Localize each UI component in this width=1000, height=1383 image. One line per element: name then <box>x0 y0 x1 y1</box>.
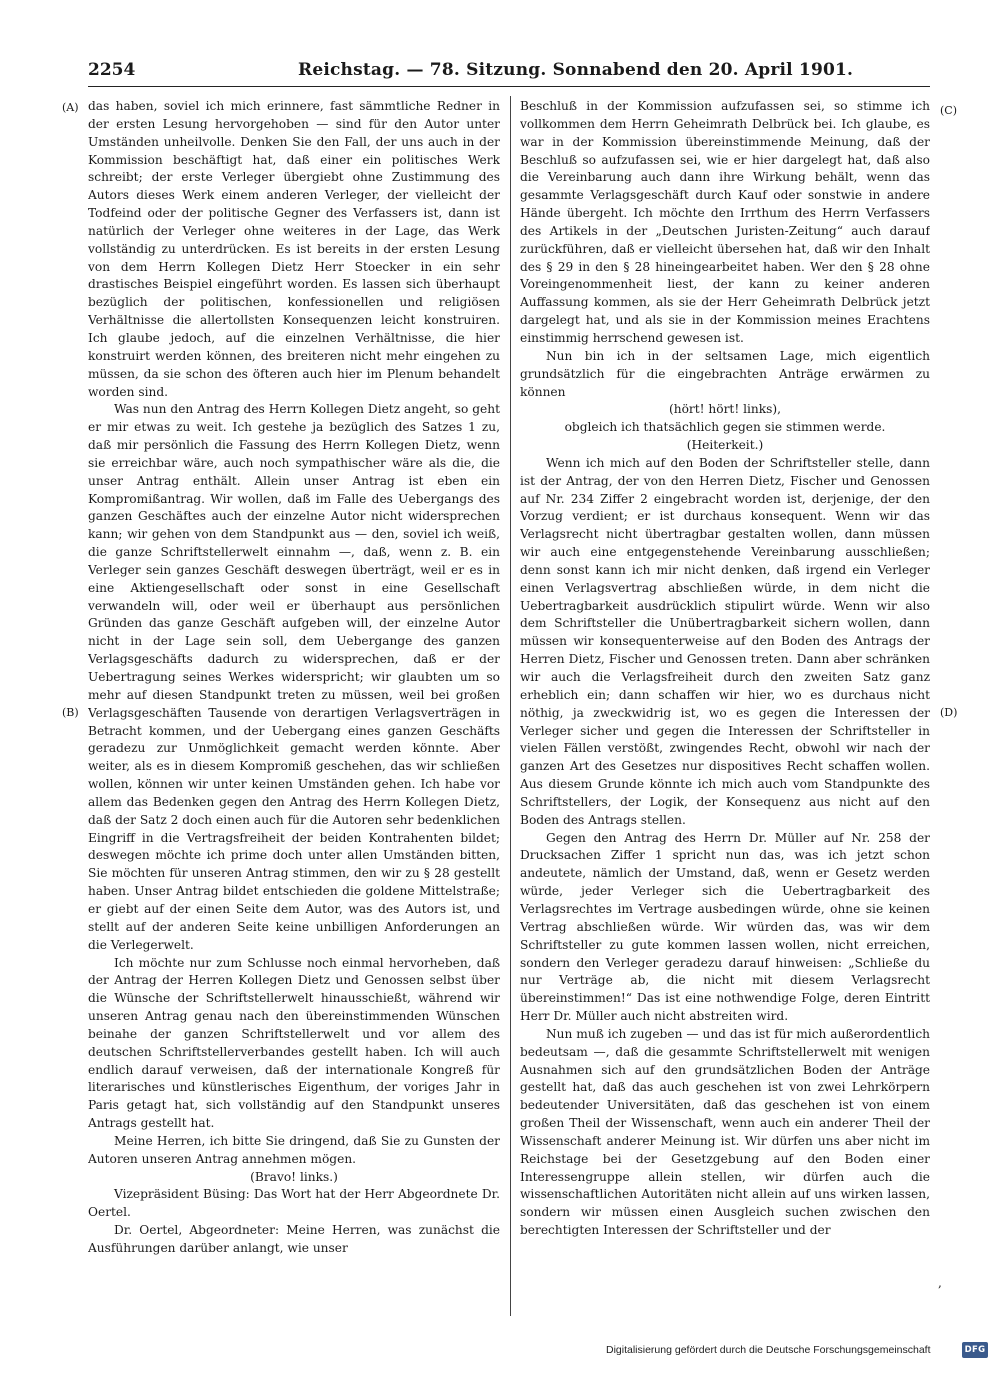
interjection: obgleich ich thatsächlich gegen sie stimmen werde. <box>564 420 886 435</box>
paragraph: Nun muß ich zugeben — und das ist für mich außerordentlich bedeutsam —, daß die gesammte Schriftstellerwelt mit wenigen Ausnahmen sich auf den grundsätzlichen Boden der Anträge gestellt hat, daß das auch geschehen ist von zwei Lehrkörpern bedeutender Universitäten, daß das geschehen ist von einem großen Theil der Wissenschaft, wenn auch ein anderer Theil der Wissenschaft anderer Meinung ist. Wir dürfen uns aber nicht im Reichstage bei der Gesetzgebung auf den Boden einer Interessengruppe allein stellen, wir dürfen auch die wissenschaftlichen Autoritäten nicht allein auf uns wirken lassen, sondern wir müssen einen Ausgleich suchen zwischen den berechtigten Interessen der Schriftsteller und der <box>520 1026 930 1238</box>
page-number: 2254 <box>88 60 136 80</box>
paragraph: Gegen den Antrag des Herrn Dr. Müller auf Nr. 258 der Drucksachen Ziffer 1 spricht nun das, was ich jetzt schon andeutete, nämlich der Umstand, daß, wenn er Gesetz werden würde, jeder Verleger sich die Uebertragbarkeit des Verlagsrechtes im Vertrage ausbedingen würde, ohne sie keinen Vertrag abschließen würde. Wir würden das, was wir dem Schriftsteller zu gute kommen lassen wollen, nicht erreichen, sondern den Verleger geradezu darauf hinweisen: „Schließe du nur Verträge ab, die nicht mit diesem Verlagsrecht übereinstimmen!“ Das ist eine nothwendige Folge, deren Eintritt Herr Dr. Müller auch nicht abstreiten wird. <box>520 830 930 1024</box>
left-column <box>88 98 500 1313</box>
margin-mark: , <box>938 1276 942 1290</box>
margin-marker-c: (C) <box>940 104 957 117</box>
dfg-logo: DFG <box>962 1342 988 1358</box>
interjection: (Bravo! links.) <box>250 1169 338 1184</box>
paragraph: das haben, soviel ich mich erinnere, fast sämmtliche Redner in der ersten Lesung hervorgehoben — sind für den Autor unter Umständen unheilvolle. Denken Sie den Fall, der uns auch in der Kommission beschäftigt hat, daß einer ein politisches Werk schreibt; der erste Verleger übergiebt ohne Zustimmung des Autors dieses Werk einem anderen Verleger, der vielleicht der Todfeind oder der politische Gegner des Verfassers ist, dann ist natürlich der Verleger ohne weiteres in der Lage, das Werk vollständig zu unterdrücken. Es ist bereits in der ersten Lesung von dem Herrn Kollegen Dietz Herr Stoecker in ein sehr drastisches Beispiel eingeführt worden. Es lassen sich überhaupt bezüglich der politischen, konfessionellen und religiösen Verhältnisse die allertollsten Konsequenzen leicht konstruiren. Ich glaube jedoch, auf die einzelnen Verhältnisse, die hier konstruirt werden können, des breiteren nicht mehr eingehen zu müssen, da sie schon des öfteren auch hier im Plenum behandelt worden sind. <box>88 99 500 399</box>
footer-credit: Digitalisierung gefördert durch die Deutsche Forschungsgemeinschaft <box>606 1344 931 1356</box>
interjection: (Heiterkeit.) <box>686 438 764 453</box>
interjection: (hört! hört! links), <box>668 402 782 417</box>
margin-marker-b: (B) <box>62 706 79 719</box>
margin-marker-d: (D) <box>940 706 958 719</box>
paragraph: Wenn ich mich auf den Boden der Schriftsteller stelle, dann ist der Antrag, der von den Herren Dietz, Fischer und Genossen auf Nr. 234 Ziffer 2 eingebracht worden ist, derjenige, der den Vorzug verdient; er ist durchaus konsequent. Wenn wir das Verlagsrecht nicht übertragbar gestalten wollen, dann müssen wir auch eine entgegenstehende Vereinbarung ausschließen; denn sonst kann ich mir nicht denken, daß irgend ein Verleger einen Verlagsvertrag abschließen würde, in dem nicht die Uebertragbarkeit ausdrücklich stipulirt würde. Wenn wir also dem Schriftsteller die Unübertragbarkeit sichern wollen, dann müssen wir konsequenterweise auf den Boden des Antrags der Herren Dietz, Fischer und Genossen treten. Dann aber schränken wir auch die Verlagsfreiheit durch den zweiten Satz ganz erheblich ein; dann schaffen wir hier, wo es durchaus nicht nöthig, ja zweckwidrig ist, wo es gegen die Interessen der Verleger sicher und gegen die Interessen der Schriftsteller in vielen Fällen verstößt, zwingendes Recht, obwohl wir nach der ganzen Art des Gesetzes nur dispositives Recht schaffen wollen. Aus diesem Grunde könnte ich mich auch vom Standpunkte des Schriftstellers, der Logik, der Konsequenz aus nicht auf den Boden des Antrags stellen. <box>520 455 930 827</box>
page-header <box>88 60 930 84</box>
header-rule <box>88 86 930 87</box>
paragraph: Vizepräsident Büsing: Das Wort hat der Herr Abgeordnete Dr. Oertel. <box>88 1187 500 1220</box>
right-column <box>520 98 930 1313</box>
paragraph: Meine Herren, ich bitte Sie dringend, daß Sie zu Gunsten der Autoren unseren Antrag annehmen mögen. <box>88 1133 500 1166</box>
running-head: Reichstag. — 78. Sitzung. Sonnabend den 20. April 1901. <box>298 60 854 80</box>
paragraph: Dr. Oertel, Abgeordneter: Meine Herren, was zunächst die Ausführungen darüber anlangt, wie unser <box>88 1223 500 1255</box>
column-divider <box>510 96 511 1316</box>
paragraph: Nun bin ich in der seltsamen Lage, mich eigentlich grundsätzlich für die eingebrachten Anträge erwärmen zu können <box>520 348 930 399</box>
paragraph: Was nun den Antrag des Herrn Kollegen Dietz angeht, so geht er mir etwas zu weit. Ich gestehe ja bezüglich des Satzes 1 zu, daß mir persönlich die Fassung des Herrn Kollegen Dietz, wenn sie erreichbar wäre, auch noch sympathischer wäre als die, die unser Antrag enthält. Allein unser Antrag ist eben ein Kompromißantrag. Wir wollen, daß im Falle des Uebergangs des ganzen Geschäftes auch der einzelne Autor nicht widersprechen kann; wir gehen von dem Standpunkt aus — den, soviel ich weiß, die ganze Schriftstellerwelt einnahm —, daß, wenn z. B. ein Verleger sein ganzes Geschäft deswegen überträgt, weil er es in eine Aktiengesellschaft oder sonst in eine Gesellschaft verwandeln will, oder weil er überhaupt aus persönlichen Gründen das ganze Geschäft aufgeben will, der einzelne Autor nicht in der Lage sein soll, dem Uebergange des ganzen Verlagsgeschäfts dadurch zu widersprechen, daß er der Uebertragung seines Werkes widerspricht; wir glaubten um so mehr auf diesen Standpunkt treten zu müssen, weil bei großen Verlagsgeschäften Tausende von derartigen Verlagsverträgen in Betracht kommen, und der Uebergang eines ganzen Geschäfts geradezu zur Unmöglichkeit gemacht werden könnte. Aber weiter, als es in diesem Kompromiß geschehen, das wir schließen wollen, können wir unter keinen Umständen gehen. Ich habe vor allem das Bedenken gegen den Antrag des Herrn Kollegen Dietz, daß der Satz 2 doch einen auch für die Autoren sehr bedenklichen Eingriff in die Vertragsfreiheit der beiden Kontrahenten bildet; deswegen möchte ich prime doch unter allen Umständen bitten, Sie möchten für unseren Antrag stimmen, den wir zu § 28 gestellt haben. Unser Antrag bildet entschieden die goldene Mittelstraße; er giebt auf der einen Seite dem Autor, was des Autors ist, und stellt auf der anderen Seite keine unbilligen Anforderungen an die Verlegerwelt. <box>88 402 500 952</box>
margin-marker-a: (A) <box>62 101 79 114</box>
paragraph: Ich möchte nur zum Schlusse noch einmal hervorheben, daß der Antrag der Herren Kollegen Dietz und Genossen selbst über die Wünsche der Schriftstellerwelt hinausschießt, während wir unseren Antrag genau nach den übereinstimmenden Wünschen beinahe der ganzen Schriftstellerwelt und vor allem des deutschen Schriftstellerverbandes gestellt haben. Ich will auch endlich darauf verweisen, daß der internationale Kongreß für literarisches und künstlerisches Eigenthum, der voriges Jahr in Paris getagt hat, sich vollständig auf den Standpunkt unseres Antrags gestellt hat. <box>88 955 500 1131</box>
paragraph: Beschluß in der Kommission aufzufassen sei, so stimme ich vollkommen dem Herrn Geheimrath Delbrück bei. Ich glaube, es war in der Kommission übereinstimmende Meinung, daß der Beschluß so aufzufassen sei, wie er hier dargelegt hat, daß also die Vereinbarung auch dann ihre Wirkung behält, wenn das gesammte Verlagsgeschäft durch Kauf oder sonstwie in andere Hände übergeht. Ich möchte den Irrthum des Herrn Verfassers des Artikels in der „Deutschen Juristen-Zeitung“ auch darauf zurückführen, daß er vielleicht übersehen hat, daß wir den Inhalt des § 29 in den § 28 hineingearbeitet haben. Wer den § 28 ohne Voreingenommenheit liest, der kann zu keiner anderen Auffassung kommen, als sie der Herr Geheimrath Delbrück jetzt dargelegt hat, und als sie in der Kommission meines Erachtens einstimmig herrschend gewesen ist. <box>520 99 930 345</box>
